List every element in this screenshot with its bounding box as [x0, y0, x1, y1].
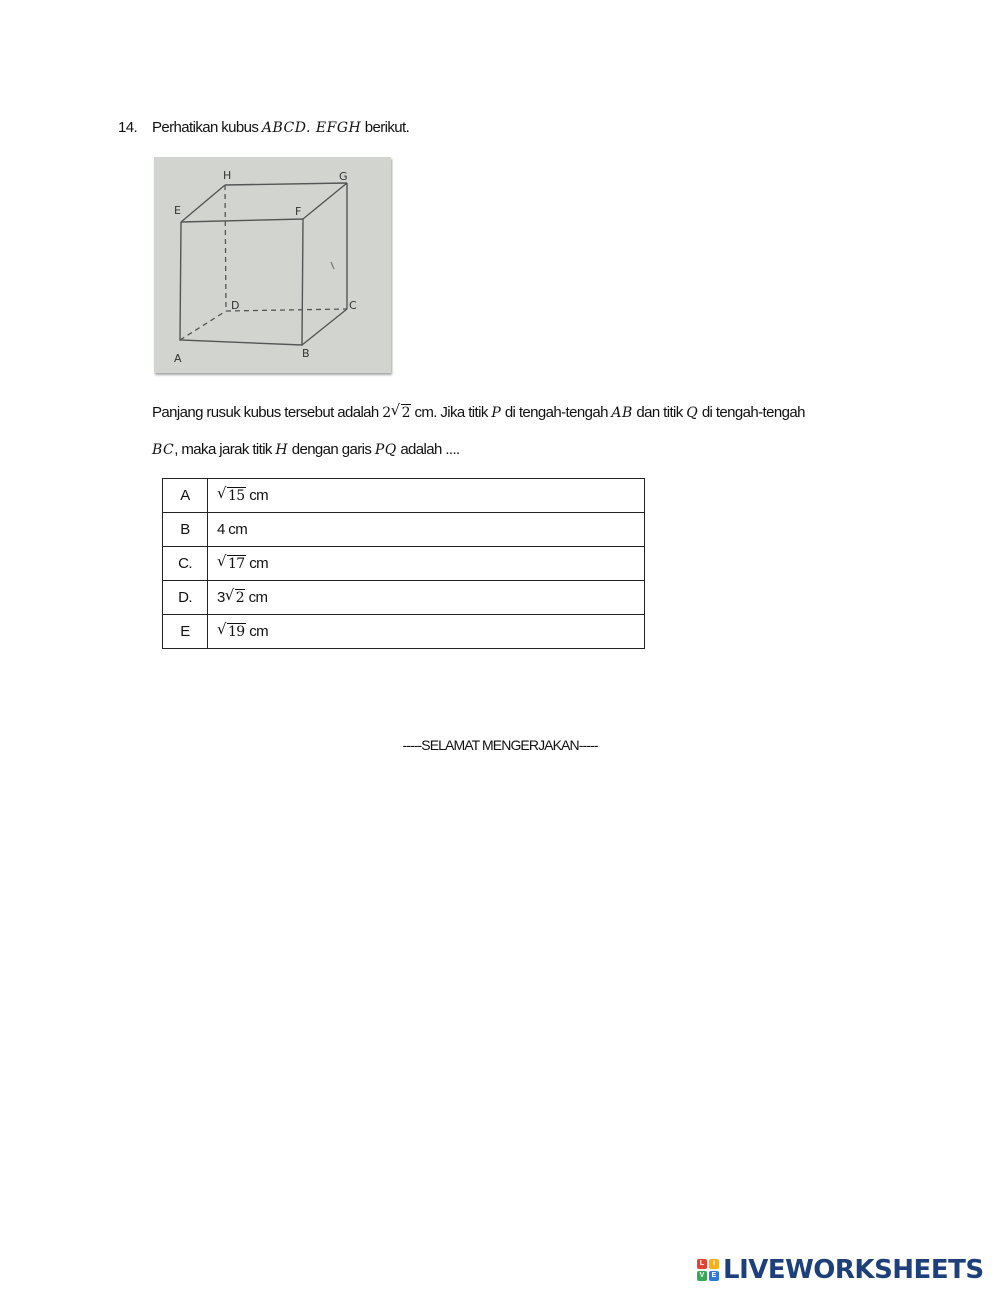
liveworksheets-logo[interactable] [697, 1255, 984, 1285]
edge-AD-hidden [180, 311, 226, 340]
logo-wordmark: LIVEWORKSHEETS [723, 1255, 984, 1285]
logo-tile: V [697, 1271, 707, 1281]
sqrt-expression: √ 17 [217, 552, 245, 572]
option-value[interactable] [208, 479, 645, 513]
label-H: H [223, 169, 232, 182]
radicand: 15 [228, 488, 245, 504]
cube-figure-photo [154, 157, 391, 373]
question-intro-end: berikut. [364, 119, 410, 136]
question-header [118, 119, 409, 136]
sqrt-expression: √ 2 [224, 586, 245, 606]
label-D: D [231, 299, 240, 312]
text-segment: , maka jarak titik [174, 441, 272, 458]
edge-DC-hidden [226, 309, 347, 311]
option-row[interactable] [163, 479, 645, 513]
point-Q: Q [686, 405, 699, 421]
option-value[interactable]: 4 cm [208, 513, 645, 547]
line-PQ: PQ [374, 442, 397, 458]
segment-BC: BC [152, 442, 175, 458]
text-segment: dan titik [636, 404, 683, 421]
label-F: F [295, 205, 302, 218]
logo-tile: E [709, 1271, 719, 1281]
option-letter: D. [163, 581, 208, 615]
text-segment: di tengah-tengah [701, 404, 805, 421]
option-row[interactable] [163, 615, 645, 649]
text-segment: adalah .... [400, 441, 460, 458]
option-unit: cm [249, 623, 268, 640]
edge-HG [225, 183, 347, 185]
option-coef: 3 [217, 589, 225, 606]
logo-tile: L [697, 1259, 707, 1269]
option-row[interactable] [163, 513, 645, 547]
option-row[interactable] [163, 547, 645, 581]
option-letter: A [163, 479, 208, 513]
question-number: 14. [118, 119, 138, 136]
option-unit: cm [249, 487, 268, 504]
sqrt-expression: √ 15 [217, 484, 245, 504]
text-segment: di tengah-tengah [504, 404, 608, 421]
cube-name: ABCD. EFGH [261, 120, 362, 136]
question-line-2 [152, 441, 460, 458]
logo-tiles-icon [697, 1259, 719, 1281]
text-segment: dengan garis [291, 441, 372, 458]
option-row[interactable] [163, 581, 645, 615]
question-line-1 [152, 401, 805, 421]
option-letter: E [163, 615, 208, 649]
logo-tile: I [709, 1259, 719, 1269]
option-letter: C. [163, 547, 208, 581]
label-B: B [302, 347, 310, 360]
radicand: 2 [235, 590, 245, 606]
option-value[interactable] [208, 547, 645, 581]
front-face [180, 219, 303, 345]
label-E: E [174, 204, 181, 217]
label-G: G [339, 170, 348, 183]
mark-on-edge [331, 262, 334, 269]
radicand: 17 [228, 556, 245, 572]
radicand: 19 [228, 624, 245, 640]
edge-FG [303, 183, 347, 219]
option-value[interactable] [208, 581, 645, 615]
label-C: C [349, 299, 357, 312]
edge-EH [181, 185, 225, 222]
segment-AB: AB [611, 405, 633, 421]
edge-BC [302, 309, 347, 345]
edge-HD-hidden [225, 185, 226, 311]
point-H: H [275, 442, 289, 458]
sqrt-expression: √ 19 [217, 620, 245, 640]
text-segment: Panjang rusuk kubus tersebut adalah [152, 404, 379, 421]
option-unit: cm [248, 589, 268, 606]
cube-drawing [154, 157, 391, 373]
text-segment: cm. Jika titik [414, 404, 488, 421]
option-value[interactable] [208, 615, 645, 649]
point-P: P [491, 405, 502, 421]
radicand: 2 [401, 405, 410, 421]
question-intro: Perhatikan kubus [152, 119, 259, 136]
option-letter: B [163, 513, 208, 547]
label-A: A [174, 352, 182, 365]
option-unit: cm [249, 555, 268, 572]
edge-length-coef: 2 [382, 405, 391, 421]
answer-options-table [162, 478, 645, 649]
sqrt-expression: √ 2 [390, 401, 410, 421]
closing-message: -----SELAMAT MENGERJAKAN----- [402, 737, 598, 753]
